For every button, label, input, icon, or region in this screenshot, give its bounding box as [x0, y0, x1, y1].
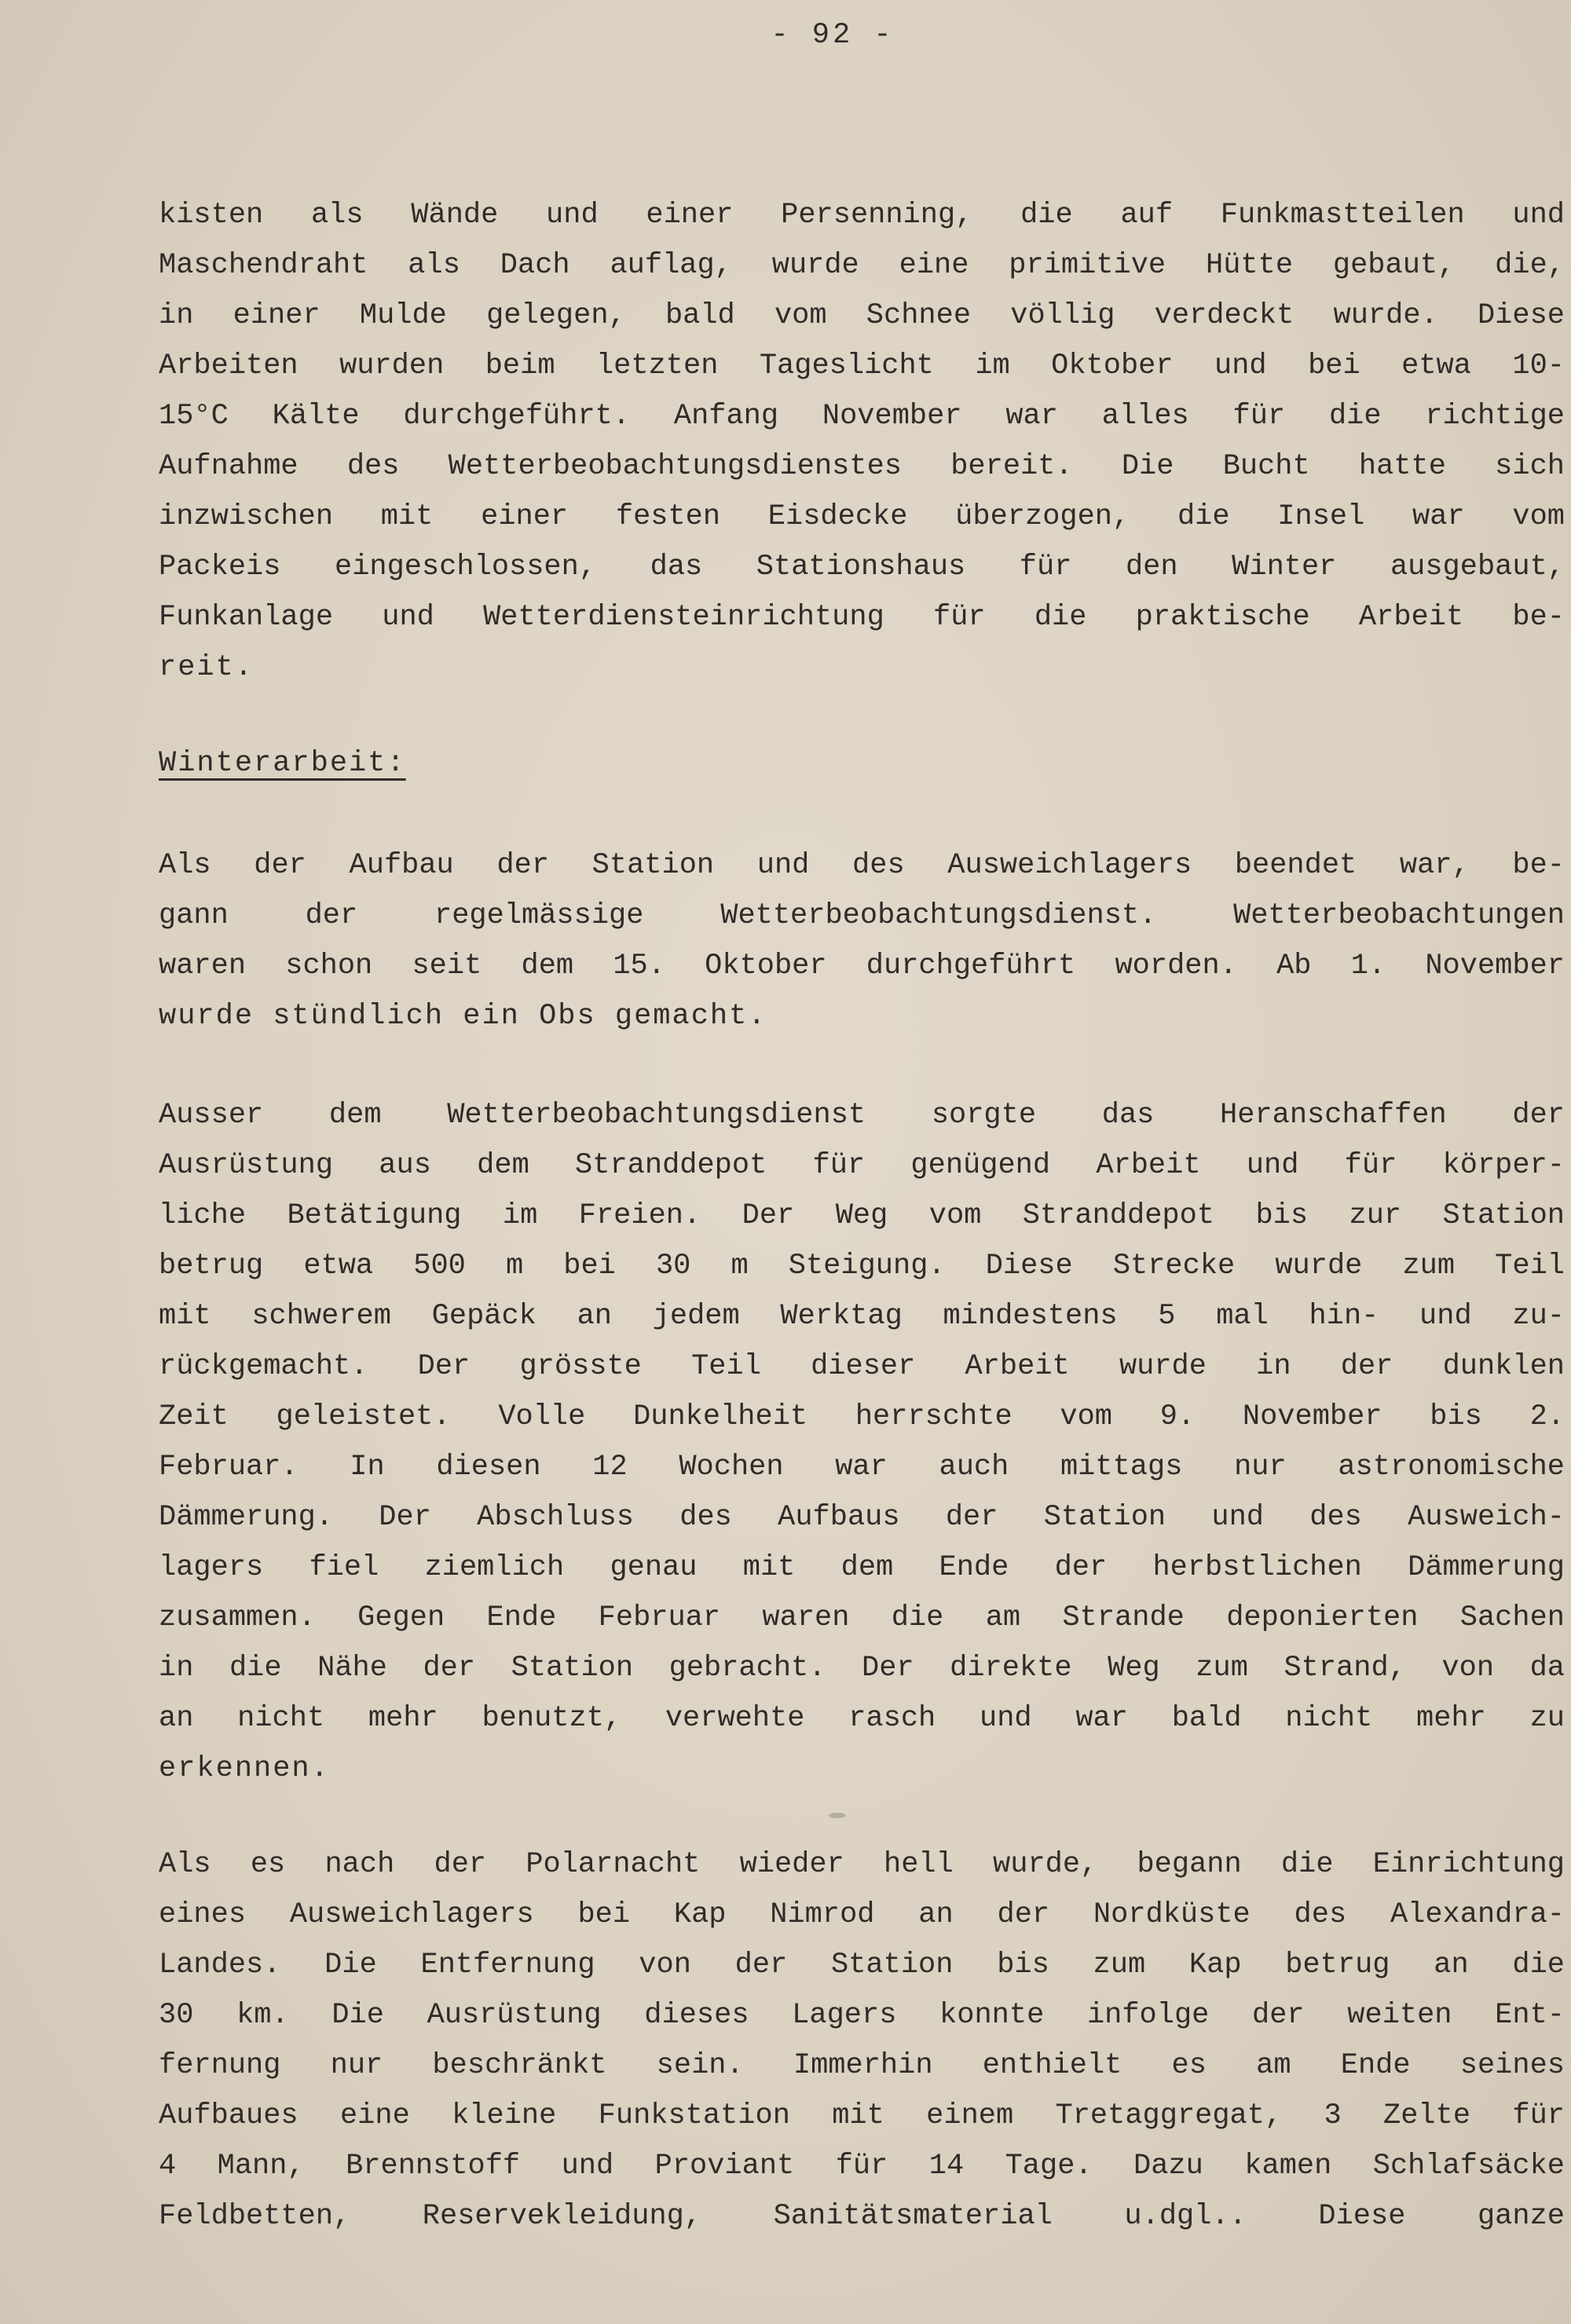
text-line: kisten als Wände und einer Persenning, die auf Funkmastteilen und: [159, 199, 1565, 232]
text-line: Ausrüstung aus dem Stranddepot für genügend Arbeit und für körper-: [159, 1149, 1565, 1182]
text-line: eines Ausweichlagers bei Kap Nimrod an der Nordküste des Alexandra-: [159, 1898, 1565, 1931]
text-line: Aufbaues eine kleine Funkstation mit einem Tretaggregat, 3 Zelte für: [159, 2099, 1565, 2132]
text-line: Arbeiten wurden beim letzten Tageslicht im Oktober und bei etwa 10-: [159, 350, 1565, 382]
text-line: 4 Mann, Brennstoff und Proviant für 14 Tage. Dazu kamen Schlafsäcke: [159, 2150, 1565, 2183]
text-line: an nicht mehr benutzt, verwehte rasch und war bald nicht mehr zu: [159, 1702, 1565, 1735]
text-line: 30 km. Die Ausrüstung dieses Lagers konnte infolge der weiten Ent-: [159, 1999, 1565, 2032]
text-line: Maschendraht als Dach auflag, wurde eine primitive Hütte gebaut, die,: [159, 249, 1565, 282]
text-line: Zeit geleistet. Volle Dunkelheit herrschte vom 9. November bis 2.: [159, 1400, 1565, 1433]
text-line: Feldbetten, Reservekleidung, Sanitätsmaterial u.dgl.. Diese ganze: [159, 2200, 1565, 2233]
text-line: gann der regelmässige Wetterbeobachtungsdienst. Wetterbeobachtungen: [159, 899, 1565, 932]
text-line: Februar. In diesen 12 Wochen war auch mittags nur astronomische: [159, 1451, 1565, 1484]
text-line: liche Betätigung im Freien. Der Weg vom Stranddepot bis zur Station: [159, 1199, 1565, 1232]
text-line: Packeis eingeschlossen, das Stationshaus für den Winter ausgebaut,: [159, 551, 1565, 584]
text-line: wurde stündlich ein Obs gemacht.: [159, 1000, 767, 1033]
text-line: 15°C Kälte durchgeführt. Anfang November war alles für die richtige: [159, 400, 1565, 433]
page-number: - 92 -: [771, 19, 895, 52]
text-line: in die Nähe der Station gebracht. Der direkte Weg zum Strand, von da: [159, 1652, 1565, 1685]
text-line: fernung nur beschränkt sein. Immerhin enthielt es am Ende seines: [159, 2049, 1565, 2082]
text-line: reit.: [159, 651, 255, 684]
text-line: Funkanlage und Wetterdiensteinrichtung für die praktische Arbeit be-: [159, 601, 1565, 634]
text-line: mit schwerem Gepäck an jedem Werktag mindestens 5 mal hin- und zu-: [159, 1300, 1565, 1333]
text-line: betrug etwa 500 m bei 30 m Steigung. Diese Strecke wurde zum Teil: [159, 1250, 1565, 1283]
text-line: lagers fiel ziemlich genau mit dem Ende der herbstlichen Dämmerung: [159, 1551, 1565, 1584]
text-line: Landes. Die Entfernung von der Station bis zum Kap betrug an die: [159, 1949, 1565, 1982]
ink-smudge: [829, 1813, 846, 1818]
text-line: rückgemacht. Der grösste Teil dieser Arbeit wurde in der dunklen: [159, 1350, 1565, 1383]
text-line: in einer Mulde gelegen, bald vom Schnee völlig verdeckt wurde. Diese: [159, 299, 1565, 332]
text-line: zusammen. Gegen Ende Februar waren die am Strande deponierten Sachen: [159, 1601, 1565, 1634]
text-line: Als der Aufbau der Station und des Ausweichlagers beendet war, be-: [159, 849, 1565, 882]
text-line: Ausser dem Wetterbeobachtungsdienst sorgte das Heranschaffen der: [159, 1099, 1565, 1132]
text-line: erkennen.: [159, 1752, 330, 1785]
text-line: inzwischen mit einer festen Eisdecke überzogen, die Insel war vom: [159, 500, 1565, 533]
text-line: Als es nach der Polarnacht wieder hell wurde, begann die Einrichtung: [159, 1848, 1565, 1881]
section-heading: Winterarbeit:: [159, 747, 406, 780]
text-line: waren schon seit dem 15. Oktober durchgeführt worden. Ab 1. November: [159, 950, 1565, 983]
text-line: Aufnahme des Wetterbeobachtungsdienstes bereit. Die Bucht hatte sich: [159, 450, 1565, 483]
text-line: Dämmerung. Der Abschluss des Aufbaus der Station und des Ausweich-: [159, 1501, 1565, 1534]
